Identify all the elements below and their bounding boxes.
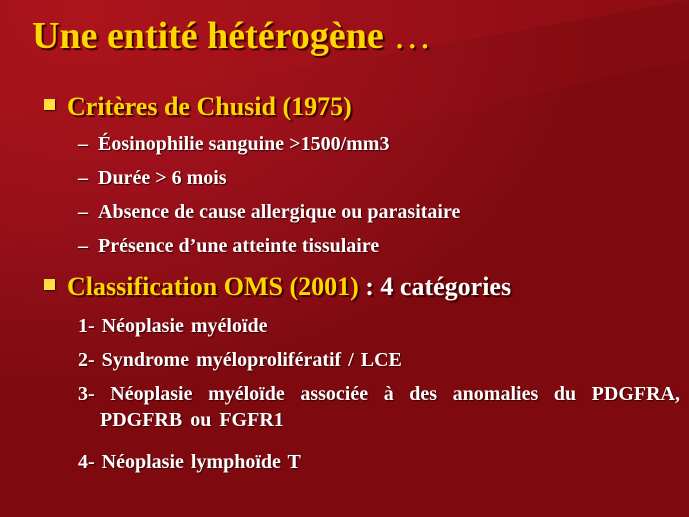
bullet-oms [44,271,511,303]
category-text: 3- Néoplasie myéloïde associée à des anomalies du PDGFRA, PDGFRB ou FGFR1 [78,383,680,431]
subitem-text: Éosinophilie sanguine >1500/mm3 [98,133,390,155]
category-2 [78,347,402,373]
bullet-label: Classification OMS (2001) [67,272,359,301]
subitem-text: Présence d’une atteinte tissulaire [98,235,380,257]
square-bullet-icon [44,279,55,290]
title-text: Une entité hétérogène [32,15,384,57]
subitem-absence-cause [78,199,460,225]
subitem-text: Durée > 6 mois [98,167,227,189]
subitem-atteinte-tissulaire [78,233,379,259]
subitem-text: Absence de cause allergique ou parasitaire [98,201,461,223]
subitem-duree [78,165,227,191]
category-text: 1- Néoplasie myéloïde [78,315,268,337]
category-1 [78,313,268,339]
bullet-label: Critères de Chusid (1975) [67,92,352,121]
bullet-chusid [44,91,352,123]
category-3 [78,381,680,433]
category-4 [78,449,301,475]
title-ellipsis: … [393,15,432,57]
dash-marker: – [78,201,88,223]
dash-marker: – [78,133,88,155]
bullet-suffix: : 4 catégories [358,272,512,301]
category-text: 4- Néoplasie lymphoïde T [78,451,301,473]
slide-title [32,12,431,60]
category-text: 2- Syndrome myéloprolifératif / LCE [78,349,402,371]
dash-marker: – [78,235,88,257]
square-bullet-icon [44,99,55,110]
dash-marker: – [78,167,88,189]
subitem-eosinophilie [78,131,389,157]
